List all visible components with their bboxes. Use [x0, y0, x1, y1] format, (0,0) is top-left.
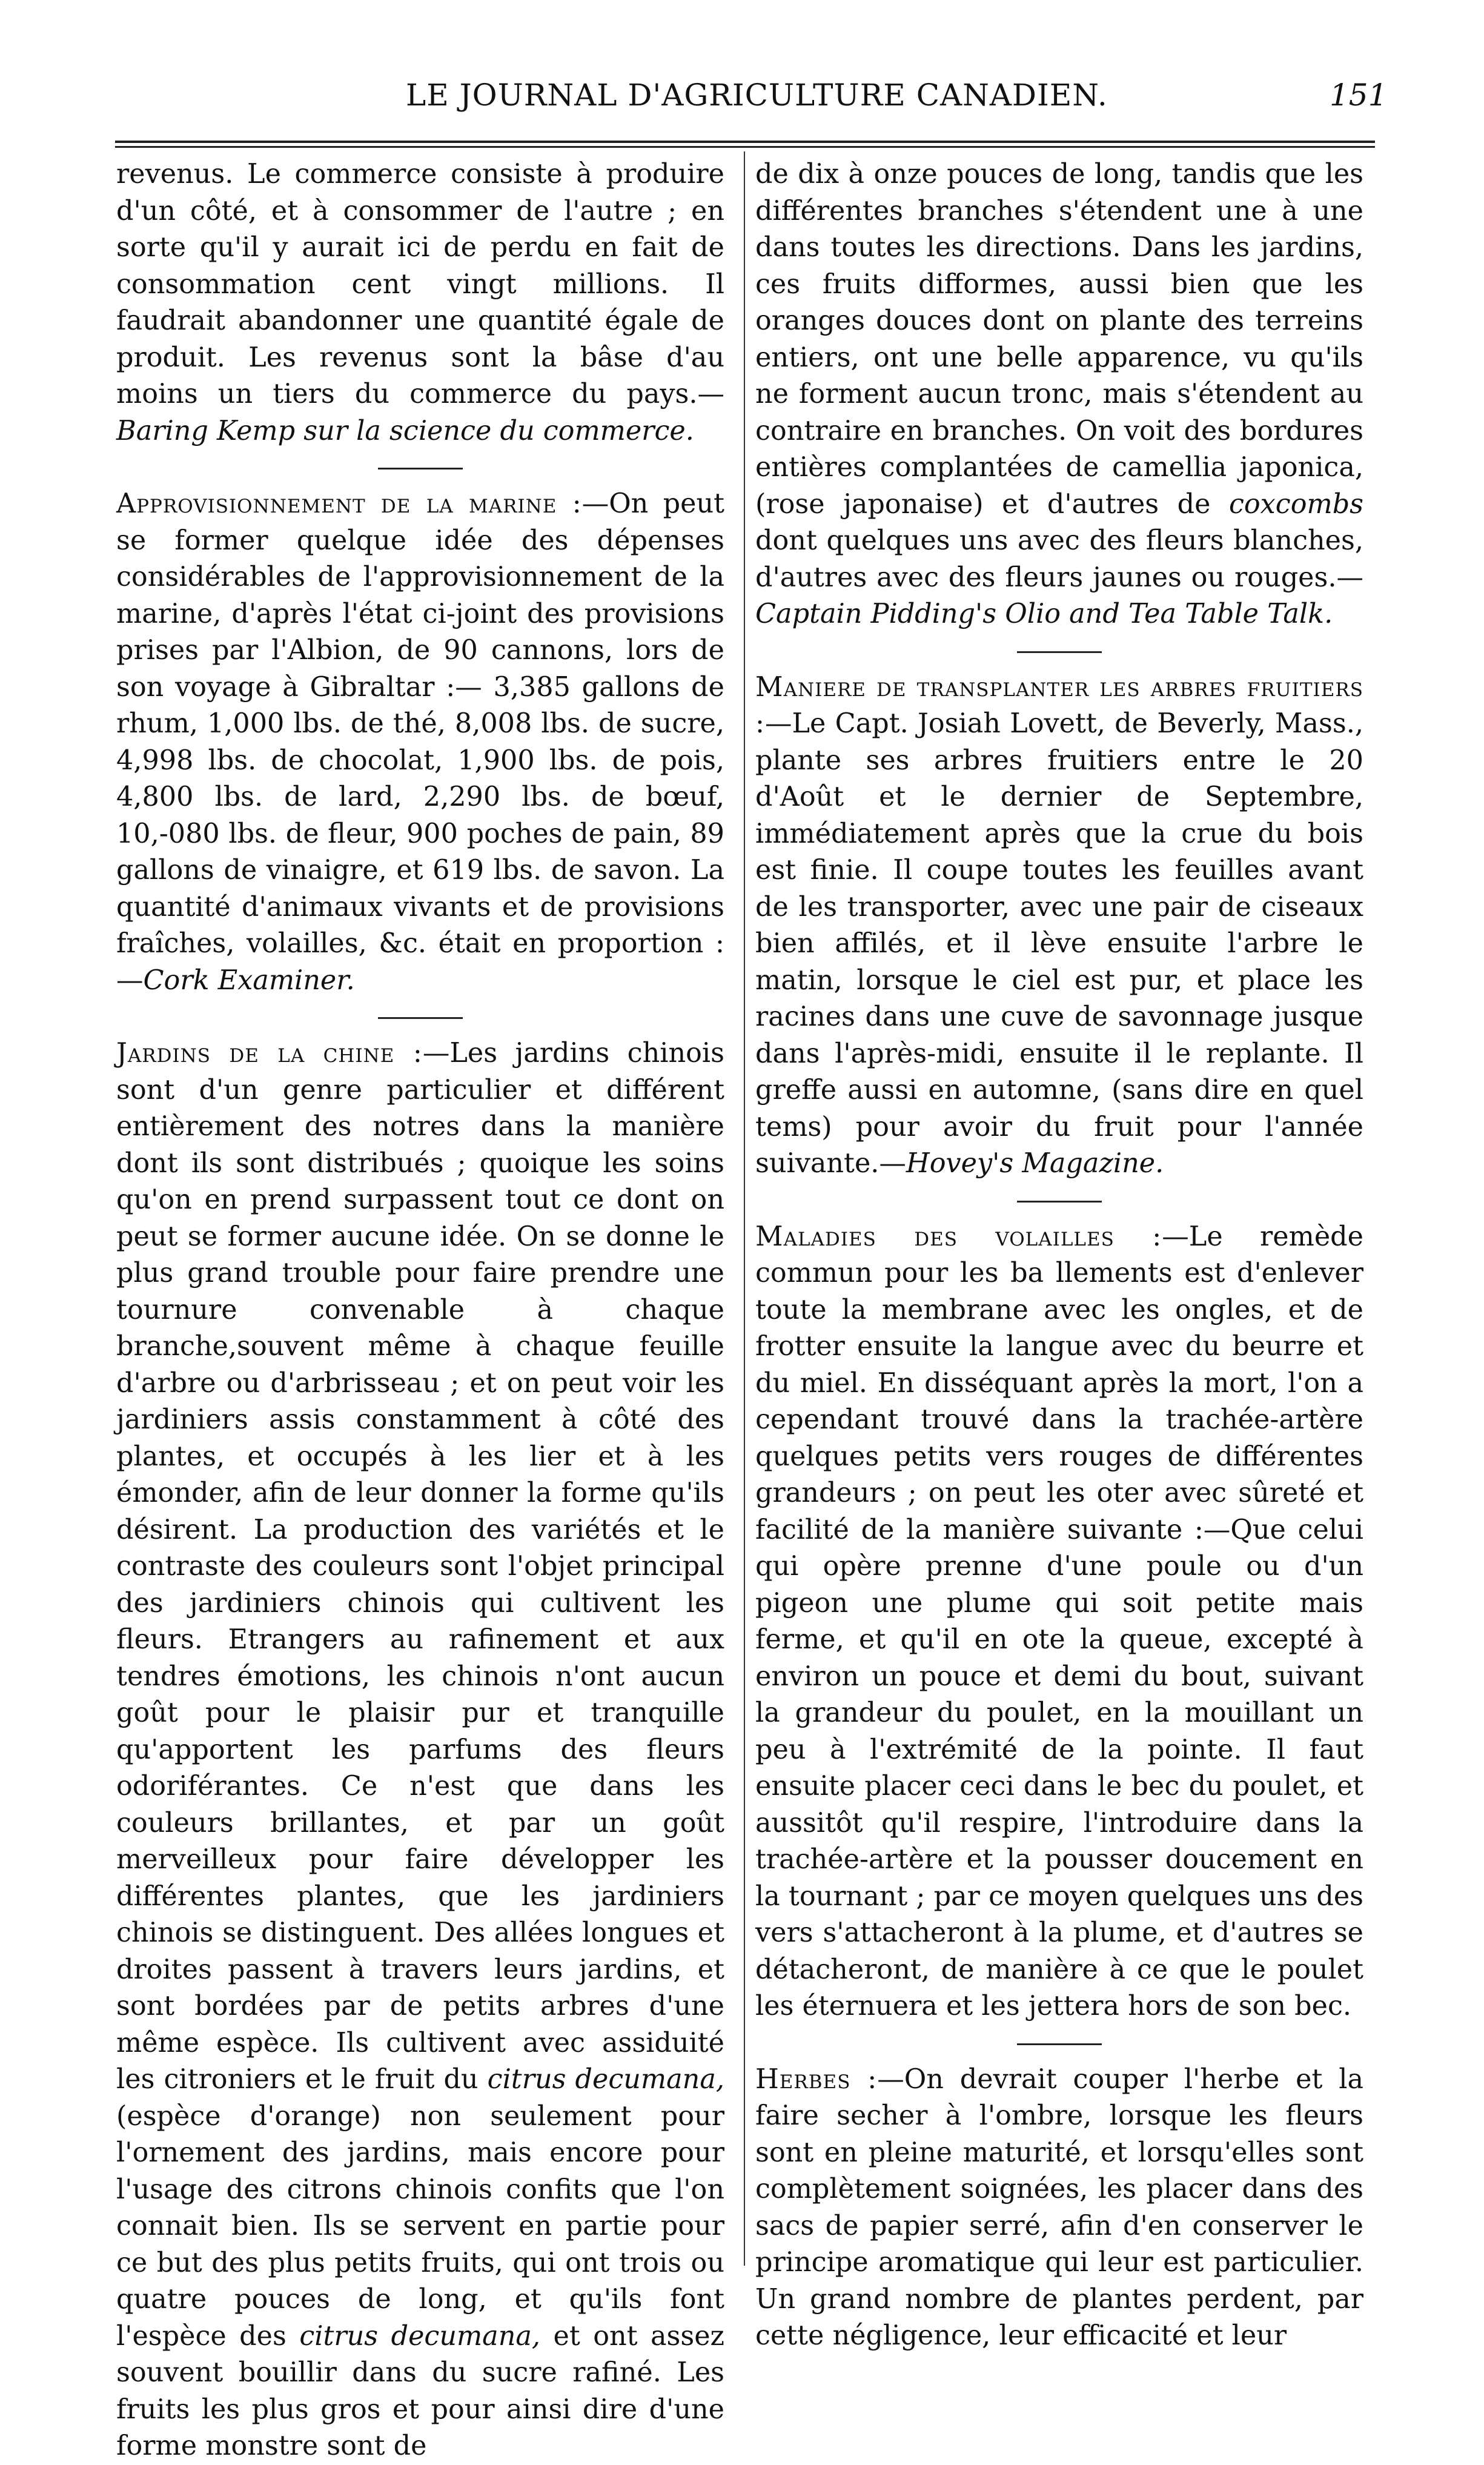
section-separator [755, 1183, 1363, 1219]
article-jardins-chine-continued [755, 156, 1363, 633]
article-heading: Jardins de la chine : [116, 1038, 423, 1069]
article-source: Baring Kemp sur la science du commerce. [116, 415, 694, 446]
article-text: de dix à onze pouces de long, tandis que les différentes branches s'étendent une à une dans toutes les directions. Dans les jardins, ces fruits difformes, aussi bien que les oranges douces dont on plante des terreins entiers, ont une belle apparence, vu qu'ils ne forment aucun tronc, mais s'étendent au contraire en branches. On voit des bordures entières complantées de camellia japonica, (rose japonaise) et d'autres de [755, 159, 1363, 520]
section-separator [755, 2025, 1363, 2062]
article-text: —On devrait couper l'herbe et la faire secher à l'ombre, lorsque les fleurs sont en pleine maturité, et lorsqu'elles sont complètement soignées, les placer dans des sacs de papier serré, afin d'en conserver le principe aromatique qui leur est particulier. Un grand nombre de plantes perdent, par cette négligence, leur efficacité et leur [755, 2063, 1364, 2351]
article-heading: Approvisionnement de la marine : [116, 488, 582, 519]
article-text-continued: dont quelques uns avec des fleurs blanches, d'autres avec des fleurs jaunes ou rouges.— [755, 525, 1363, 593]
page-number: 151 [1330, 78, 1388, 113]
section-separator [755, 633, 1363, 669]
header-double-rule [115, 141, 1375, 149]
header-rule-bottom [115, 146, 1375, 148]
italic-term: coxcombs [1228, 488, 1364, 520]
article-text-end: et ont assez souvent bouillir dans du sucre rafiné. Les fruits les plus gros et pour ainsi dire d'une forme monstre sont de [116, 2320, 724, 2461]
article-source: Cork Examiner. [143, 964, 355, 996]
article-text: —Le Capt. Josiah Lovett, de Beverly, Mass., plante ses arbres fruitiers entre le 20 d'Août et le dernier de Septembre, immédiatement après que la crue du bois est finie. Il coupe toutes les feuilles avant de les transporter, avec une pair de ciseaux bien affilés, et il lève ensuite l'arbre le matin, lorsque le ciel est pur, et place les racines dans une cuve de savonnage jusque dans l'après-midi, ensuite il le replante. Il greffe aussi en automne, (sans dire en quel tems) pour avoir du fruit pour l'année suivante.— [755, 708, 1363, 1179]
article-text-continued: (espèce d'orange) non seulement pour l'ornement des jardins, mais encore pour l'usage des citrons chinois confits que l'on connait bien. Ils se servent en partie pour ce but des plus petits fruits, qui ont trois ou quatre pouces de long, et qu'ils font l'espèce des [116, 2100, 724, 2352]
journal-title: LE JOURNAL D'AGRICULTURE CANADIEN. [406, 78, 1108, 113]
italic-term: citrus decumana, [299, 2320, 541, 2352]
article-herbes [755, 2062, 1363, 2355]
left-column [116, 156, 724, 2465]
article-text: —Les jardins chinois sont d'un genre particulier et différent entièrement des notres dans la manière dont ils sont distribués ; quoique les soins qu'on en prend surpassent tout ce dont on peut se former aucune idée. On se donne le plus grand trouble pour faire prendre une tournure convenable à chaque branche,souvent même à chaque feuille d'arbre ou d'arbrisseau ; et on peut voir les jardiniers assis constamment à côté des plantes, et occupés à les lier et à les émonder, afin de leur donner la forme qu'ils désirent. La production des variétés et le contraste des couleurs sont l'objet principal des jardiniers chinois qui cultivent les fleurs. Etrangers au rafinement et aux tendres émotions, les chinois n'ont aucun goût pour le plaisir pur et tranquille qu'apportent les parfums des fleurs odoriférantes. Ce n'est que dans les couleurs brillantes, et par un goût merveilleux pour faire développer les différentes plantes, que les jardiniers chinois se distinguent. Des allées longues et droites passent à travers leurs jardins, et sont bordées par de petits arbres d'une même espèce. Ils cultivent avec assiduité les citroniers et le fruit du [116, 1038, 724, 2095]
article-heading: Maniere de transplanter les arbres fruitiers : [755, 671, 1363, 739]
article-transplanter-arbres [755, 669, 1363, 1183]
section-separator [116, 999, 724, 1035]
article-source: Hovey's Magazine. [906, 1148, 1164, 1179]
right-column [755, 156, 1363, 2355]
article-maladies-volailles [755, 1219, 1363, 2025]
section-separator [116, 450, 724, 486]
article-heading: Herbes : [755, 2063, 878, 2095]
running-head [0, 78, 1484, 126]
article-approvisionnement-marine [116, 486, 724, 999]
article-source: Captain Pidding's Olio and Tea Table Talk. [755, 599, 1333, 629]
article-jardins-chine [116, 1035, 724, 2465]
article-text: —On peut se former quelque idée des dépenses considérables de l'approvisionnement de la marine, d'après l'état ci-joint des provisions prises par l'Albion, de 90 cannons, lors de son voyage à Gibraltar :— 3,385 gallons de rhum, 1,000 lbs. de thé, 8,008 lbs. de sucre, 4,998 lbs. de chocolat, 1,900 lbs. de pois, 4,800 lbs. de lard, 2,290 lbs. de bœuf, 10,-080 lbs. de fleur, 900 poches de pain, 89 gallons de vinaigre, et 619 lbs. de savon. La quantité d'animaux vivants et de provisions fraîches, volailles, &c. était en proportion :— [116, 488, 724, 996]
column-divider [744, 151, 745, 2266]
article-text: revenus. Le commerce consiste à produire d'un côté, et à consommer de l'autre ; en sorte qu'il y aurait ici de perdu en fait de consommation cent vingt millions. Il faudrait abandonner une quantité égale de produit. Les revenus sont la bâse d'au moins un tiers du commerce du pays.— [116, 159, 724, 410]
italic-term: citrus decumana, [487, 2064, 724, 2095]
article-revenus [116, 156, 724, 450]
header-rule-top [115, 141, 1375, 143]
article-text: —Le remède commun pour les ba llements est d'enlever toute la membrane avec les ongles, et de frotter ensuite la langue avec du beurre et du miel. En disséquant après la mort, l'on a cependant trouvé dans la trachée-artère quelques petits vers rouges de différentes grandeurs ; on peut les oter avec sûreté et facilité de la manière suivante :—Que celui qui opère prenne d'une poule ou d'un pigeon une plume qui soit petite mais ferme, et qu'il en ote la queue, excepté à environ un pouce et demi du bout, suivant la grandeur du poulet, en la mouillant un peu à l'extrémité de la pointe. Il faut ensuite placer ceci dans le bec du poulet, et aussitôt qu'il respire, l'introduire dans la trachée-artère et la pousser doucement en la tournant ; par ce moyen quelques uns des vers s'attacheront à la plume, et d'autres se détacheront, de manière à ce que le poulet les éternuera et les jettera hors de son bec. [755, 1221, 1363, 2022]
article-heading: Maladies des volailles : [755, 1221, 1162, 1252]
